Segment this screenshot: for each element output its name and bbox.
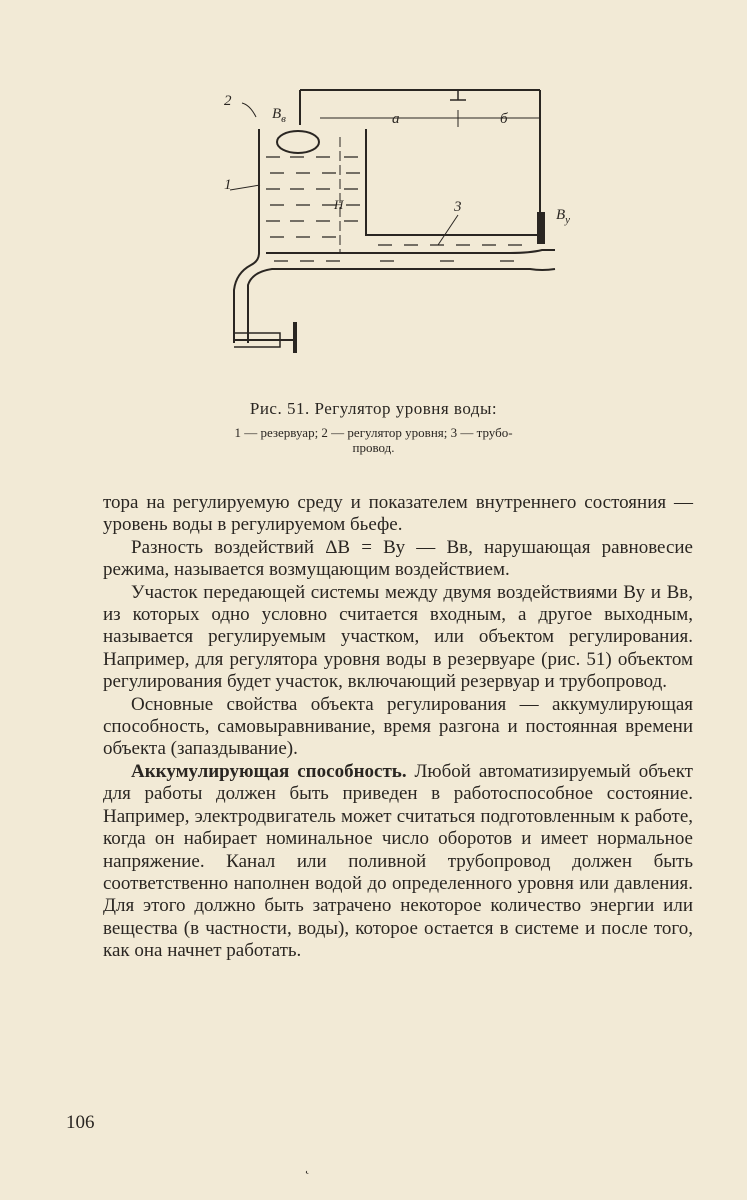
label-by: $В_у$	[556, 207, 571, 226]
page-number: 106	[66, 1112, 95, 1133]
pipe-upper	[266, 250, 555, 253]
paragraph-object: Участок передающей системы между двумя воздействиями Ву и Вв, из которых одно условно считается входным, а другое выходным, называется регулируемым участком, или объектом регулирования. Например, для регулятора уровня воды в резервуаре (рис. 51) объектом регулирования будет участок, включающий резервуар и трубопровод.	[103, 581, 693, 693]
float	[277, 131, 319, 153]
body-text	[103, 492, 693, 963]
paragraph-properties: Основные свойства объекта регулирования — аккумулирующая способность, самовыравнивание, время разгона и постоянная времени объекта (запаздывание).	[103, 693, 693, 760]
legend-line-1: 1 — резервуар; 2 — регулятор уровня; 3 — трубо-	[234, 425, 513, 440]
legend-line-2: провод.	[352, 440, 395, 455]
section-body: Любой автоматизируемый объект для работы должен быть приведен в работоспособное состояние. Например, электродвигатель может считаться подготовленным к работе, когда он набирает номинальное число оборотов и имеет нормальное напряжение. Канал или поливной трубопровод должен быть соответственно наполнен водой до определенного уровня или давления. Для этого должно быть затрачено некоторое количество энергии или вещества (в частности, воды), которое остается в системе и после того, как она начнет работать.	[103, 760, 693, 962]
tank-right-wall	[366, 129, 542, 235]
section-heading: Аккумулирующая способность.	[131, 760, 407, 782]
figure-caption-legend	[0, 425, 747, 455]
water-dashes	[266, 157, 522, 261]
label-bv: $В_в$	[272, 106, 286, 125]
label-a: а	[392, 111, 400, 127]
label-3: 3	[454, 199, 462, 215]
pivot-support	[450, 90, 466, 100]
paragraph-accumulation	[103, 761, 693, 963]
figure-caption-title: Рис. 51. Регулятор уровня воды:	[249, 399, 498, 418]
label-b: б	[500, 111, 508, 127]
paragraph-continued: тора на регулируемую среду и показателем внутреннего состояния — уровень воды в регулируемом бьефе.	[103, 492, 693, 536]
leader-3	[438, 215, 458, 245]
label-1: 1	[224, 177, 232, 193]
label-2: 2	[224, 93, 232, 109]
print-speck: ˛	[305, 1160, 310, 1175]
water-level-regulator-diagram	[200, 85, 600, 355]
leader-2	[242, 103, 256, 117]
outlet-gate	[538, 213, 544, 243]
tank-outline	[234, 129, 259, 343]
leader-1	[230, 185, 260, 190]
paragraph-disturbance: Разность воздействий ΔВ = Ву — Вв, нарушающая равновесие режима, называется возмущающим воздействием.	[103, 536, 693, 581]
label-h: Н	[334, 197, 344, 212]
